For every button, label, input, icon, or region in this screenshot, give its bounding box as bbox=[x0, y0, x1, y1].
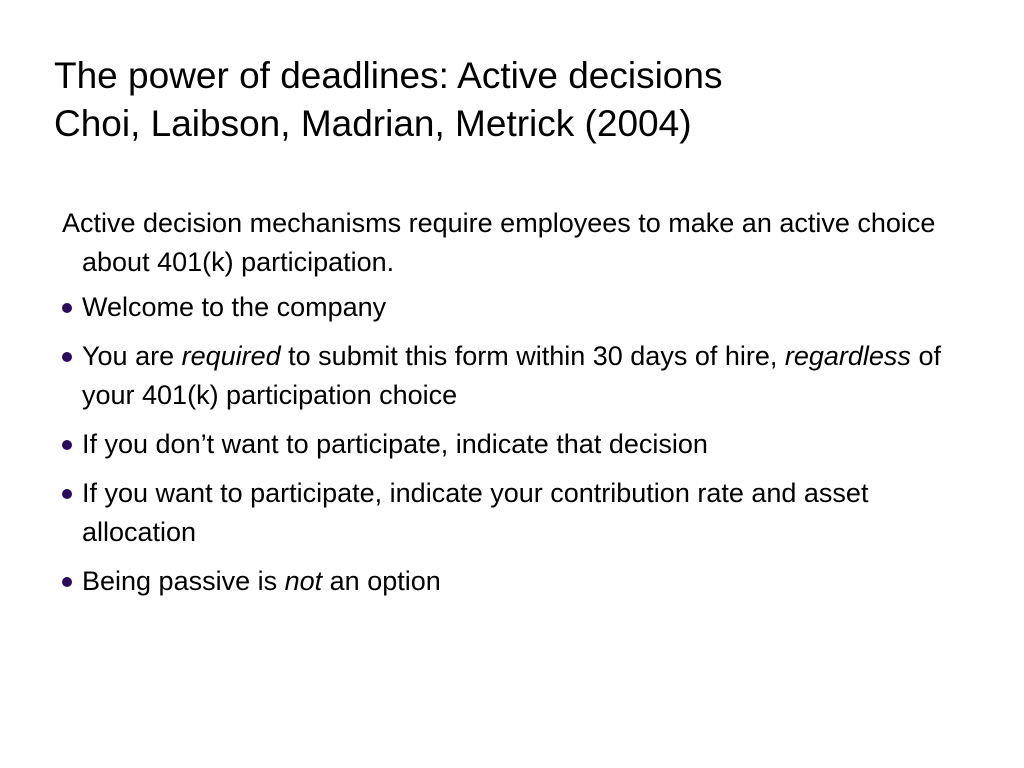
bullet-text-pre: Being passive is bbox=[82, 566, 285, 596]
bullet-emphasis-regardless: regardless bbox=[784, 341, 911, 371]
slide-title-line-2: Choi, Laibson, Madrian, Metrick (2004) bbox=[54, 103, 692, 144]
bullet-text-mid: to submit this form within 30 days of hire, bbox=[280, 341, 785, 371]
intro-paragraph: Active decision mechanisms require employees to make an active choice about 401(k) participation. bbox=[62, 208, 936, 277]
bullet-list bbox=[62, 288, 982, 601]
bullet-dot-icon bbox=[62, 352, 72, 362]
bullet-item-decline bbox=[62, 425, 982, 464]
slide-title bbox=[54, 52, 974, 148]
bullet-dot-icon bbox=[62, 577, 72, 587]
bullet-emphasis-required: required bbox=[181, 341, 281, 371]
bullet-item-participate bbox=[62, 474, 982, 552]
slide-content bbox=[62, 204, 982, 611]
bullet-item-passive bbox=[62, 562, 982, 601]
bullet-dot-icon bbox=[62, 440, 72, 450]
bullet-dot-icon bbox=[62, 489, 72, 499]
bullet-text: If you want to participate, indicate your contribution rate and asset allocation bbox=[82, 478, 869, 547]
bullet-text-pre: You are bbox=[82, 341, 182, 371]
bullet-item-welcome bbox=[62, 288, 982, 327]
bullet-text-post: an option bbox=[322, 566, 441, 596]
bullet-text: Welcome to the company bbox=[82, 292, 387, 322]
bullet-text-post: of your 401(k) participation choice bbox=[82, 341, 941, 410]
slide-title-line-1: The power of deadlines: Active decisions bbox=[54, 55, 723, 96]
bullet-dot-icon bbox=[62, 303, 72, 313]
bullet-text: If you don’t want to participate, indicate that decision bbox=[82, 429, 708, 459]
bullet-item-required bbox=[62, 337, 982, 415]
bullet-emphasis-not: not bbox=[284, 566, 323, 596]
